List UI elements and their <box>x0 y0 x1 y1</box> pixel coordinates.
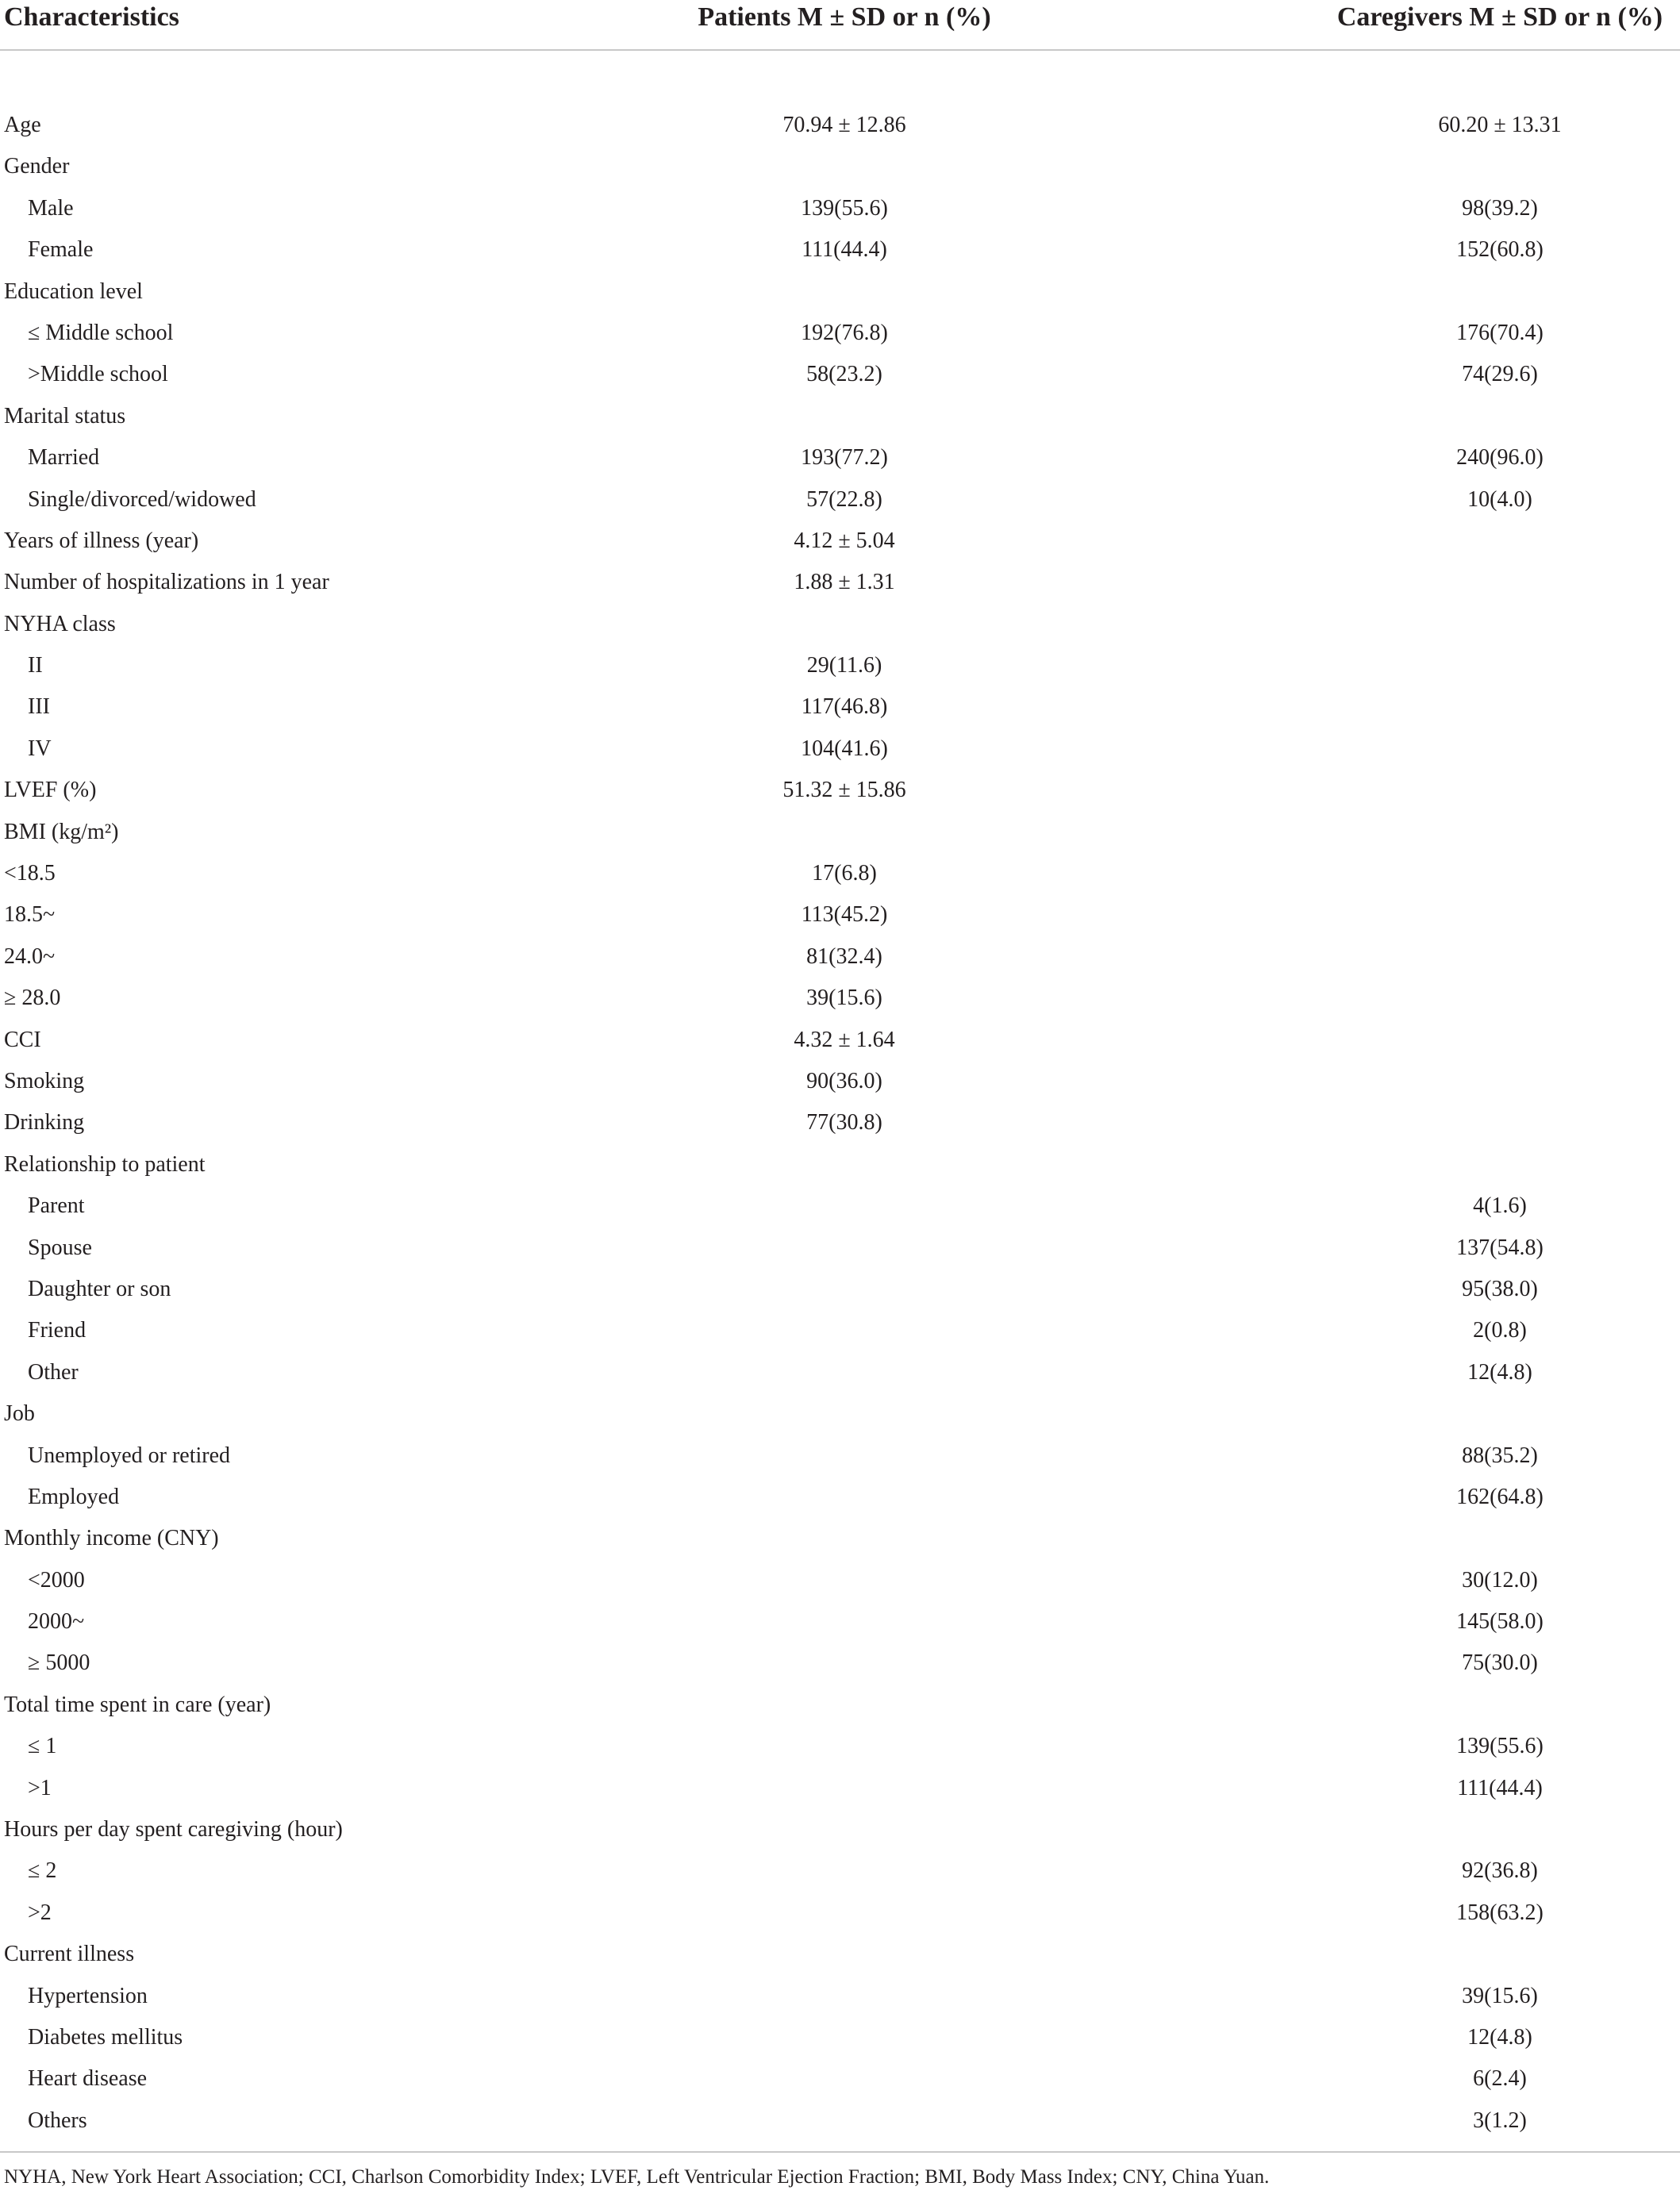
row-label: Single/divorced/widowed <box>28 486 256 512</box>
table-footnote: NYHA, New York Heart Association; CCI, Charlson Comorbidity Index; LVEF, Left Ventricular Ejection Fraction; BMI, Body Mass Index; CNY, China Yuan. <box>4 2166 1270 2188</box>
row-label: Hours per day spent caregiving (hour) <box>4 1817 343 1842</box>
table-row <box>0 1934 1680 1975</box>
table-row <box>0 1269 1680 1310</box>
caregivers-value: 176(70.4) <box>1456 320 1544 345</box>
caregivers-value: 137(54.8) <box>1456 1235 1544 1260</box>
row-label: Drinking <box>4 1110 85 1135</box>
table-row <box>0 1518 1680 1559</box>
table-row <box>0 1560 1680 1601</box>
table-row <box>0 479 1680 521</box>
row-label: Male <box>28 195 74 221</box>
caregivers-value: 3(1.2) <box>1473 2108 1527 2133</box>
table-row <box>0 645 1680 686</box>
header-caregivers: Caregivers M ± SD or n (%) <box>1336 2 1663 32</box>
patients-value: 17(6.8) <box>812 861 877 886</box>
caregivers-value: 111(44.4) <box>1457 1775 1543 1800</box>
row-label: ≤ 1 <box>28 1734 57 1759</box>
row-label: ≤ Middle school <box>28 320 174 345</box>
table-header <box>0 0 1680 51</box>
table-row <box>0 1061 1680 1102</box>
caregivers-value: 240(96.0) <box>1456 445 1544 471</box>
row-label: ≥ 28.0 <box>4 986 61 1011</box>
table-row <box>0 1435 1680 1477</box>
table-row <box>0 105 1680 146</box>
patients-value: 81(32.4) <box>806 943 882 969</box>
row-label: CCI <box>4 1027 41 1052</box>
patients-value: 117(46.8) <box>801 694 888 720</box>
row-label: Number of hospitalizations in 1 year <box>4 570 329 595</box>
row-label: 2000~ <box>28 1609 85 1635</box>
caregivers-value: 12(4.8) <box>1467 1359 1532 1385</box>
row-label: Education level <box>4 279 143 304</box>
table-row <box>0 271 1680 313</box>
table-row <box>0 1477 1680 1518</box>
table-row <box>0 686 1680 728</box>
table-row <box>0 1726 1680 1767</box>
caregivers-value: 4(1.6) <box>1473 1193 1527 1219</box>
table-row <box>0 146 1680 187</box>
row-label: Monthly income (CNY) <box>4 1526 219 1551</box>
table-row <box>0 1976 1680 2017</box>
row-label: III <box>28 694 50 720</box>
table-row <box>0 1601 1680 1643</box>
row-label: Unemployed or retired <box>28 1443 231 1468</box>
caregivers-value: 60.20 ± 13.31 <box>1438 113 1562 137</box>
row-label: Smoking <box>4 1068 85 1093</box>
row-label: <18.5 <box>4 861 56 886</box>
table-row <box>0 1685 1680 1726</box>
patients-value: 29(11.6) <box>806 653 882 678</box>
row-label: Age <box>4 113 41 137</box>
row-label: >Middle school <box>28 362 168 387</box>
footer-divider <box>0 2151 1680 2153</box>
table-row <box>0 728 1680 770</box>
row-label: Marital status <box>4 403 126 428</box>
table-row <box>0 1768 1680 1809</box>
table-row <box>0 229 1680 271</box>
table-row <box>0 2017 1680 2058</box>
row-label: Other <box>28 1359 79 1385</box>
caregivers-value: 12(4.8) <box>1467 2024 1532 2050</box>
row-label: II <box>28 653 43 678</box>
patients-value: 104(41.6) <box>801 736 888 761</box>
row-label: Married <box>28 445 100 471</box>
table-row <box>0 1352 1680 1393</box>
caregivers-value: 75(30.0) <box>1462 1650 1538 1676</box>
table-row <box>0 1809 1680 1850</box>
table-row <box>0 1892 1680 1934</box>
table-row <box>0 1643 1680 1684</box>
header-patients: Patients M ± SD or n (%) <box>698 2 991 32</box>
table-row <box>0 936 1680 978</box>
caregivers-value: 145(58.0) <box>1456 1609 1544 1635</box>
table-row <box>0 437 1680 478</box>
row-label: ≥ 5000 <box>28 1650 90 1676</box>
row-label: 24.0~ <box>4 943 56 969</box>
patients-value: 4.12 ± 5.04 <box>794 528 895 553</box>
row-label: Employed <box>28 1484 120 1509</box>
caregivers-value: 98(39.2) <box>1462 195 1538 221</box>
row-label: Years of illness (year) <box>4 528 199 553</box>
row-label: <2000 <box>28 1567 85 1593</box>
table-row <box>0 853 1680 894</box>
row-label: Job <box>4 1401 35 1427</box>
table-row <box>0 2058 1680 2100</box>
caregivers-value: 30(12.0) <box>1462 1567 1538 1593</box>
caregivers-value: 95(38.0) <box>1462 1276 1538 1301</box>
table-row <box>0 1185 1680 1227</box>
row-label: Parent <box>28 1193 85 1219</box>
patients-value: 51.32 ± 15.86 <box>782 778 906 803</box>
row-label: Hypertension <box>28 1983 148 2008</box>
table-row <box>0 2100 1680 2142</box>
row-label: BMI (kg/m²) <box>4 819 119 844</box>
table-body <box>0 105 1680 2142</box>
table-row <box>0 1310 1680 1351</box>
table-row <box>0 1393 1680 1435</box>
row-label: ≤ 2 <box>28 1858 57 1884</box>
table-row <box>0 562 1680 603</box>
table-row <box>0 354 1680 395</box>
table-row <box>0 770 1680 811</box>
row-label: Female <box>28 237 94 263</box>
patients-value: 39(15.6) <box>806 986 882 1011</box>
caregivers-value: 158(63.2) <box>1456 1900 1544 1925</box>
table-row <box>0 1102 1680 1143</box>
patients-value: 139(55.6) <box>801 195 888 221</box>
row-label: Others <box>28 2108 87 2133</box>
table-row <box>0 812 1680 853</box>
patients-value: 192(76.8) <box>801 320 888 345</box>
row-label: Spouse <box>28 1235 92 1260</box>
caregivers-value: 92(36.8) <box>1462 1858 1538 1884</box>
caregivers-value: 162(64.8) <box>1456 1484 1544 1509</box>
patients-value: 58(23.2) <box>806 362 882 387</box>
patients-value: 57(22.8) <box>806 486 882 512</box>
patients-value: 113(45.2) <box>801 902 888 928</box>
row-label: >2 <box>28 1900 52 1925</box>
row-label: Daughter or son <box>28 1276 171 1301</box>
row-label: >1 <box>28 1775 52 1800</box>
table-row <box>0 978 1680 1019</box>
row-label: IV <box>28 736 52 761</box>
caregivers-value: 88(35.2) <box>1462 1443 1538 1468</box>
patients-value: 4.32 ± 1.64 <box>794 1027 895 1052</box>
table-row <box>0 188 1680 229</box>
row-label: Relationship to patient <box>4 1151 206 1177</box>
row-label: Total time spent in care (year) <box>4 1692 271 1717</box>
table-row <box>0 396 1680 437</box>
header-characteristics: Characteristics <box>4 2 179 32</box>
caregivers-value: 39(15.6) <box>1462 1983 1538 2008</box>
row-label: Current illness <box>4 1942 135 1967</box>
row-label: Friend <box>28 1318 86 1343</box>
row-label: 18.5~ <box>4 902 56 928</box>
caregivers-value: 152(60.8) <box>1456 237 1544 263</box>
caregivers-value: 2(0.8) <box>1473 1318 1527 1343</box>
caregivers-value: 6(2.4) <box>1473 2066 1527 2092</box>
row-label: LVEF (%) <box>4 778 97 803</box>
caregivers-value: 10(4.0) <box>1467 486 1532 512</box>
patients-value: 90(36.0) <box>806 1068 882 1093</box>
caregivers-value: 139(55.6) <box>1456 1734 1544 1759</box>
table-row <box>0 313 1680 354</box>
table-row <box>0 1144 1680 1185</box>
table-row <box>0 894 1680 936</box>
patients-value: 111(44.4) <box>802 237 887 263</box>
row-label: NYHA class <box>4 611 116 636</box>
patients-value: 77(30.8) <box>806 1110 882 1135</box>
row-label: Diabetes mellitus <box>28 2024 183 2050</box>
table-row <box>0 1020 1680 1061</box>
row-label: Heart disease <box>28 2066 148 2092</box>
table-row <box>0 604 1680 645</box>
patients-value: 193(77.2) <box>801 445 888 471</box>
table-row <box>0 521 1680 562</box>
caregivers-value: 74(29.6) <box>1462 362 1538 387</box>
table-row <box>0 1850 1680 1892</box>
patients-value: 1.88 ± 1.31 <box>794 570 895 595</box>
row-label: Gender <box>4 154 70 179</box>
table-row <box>0 1228 1680 1269</box>
patients-value: 70.94 ± 12.86 <box>782 113 906 137</box>
